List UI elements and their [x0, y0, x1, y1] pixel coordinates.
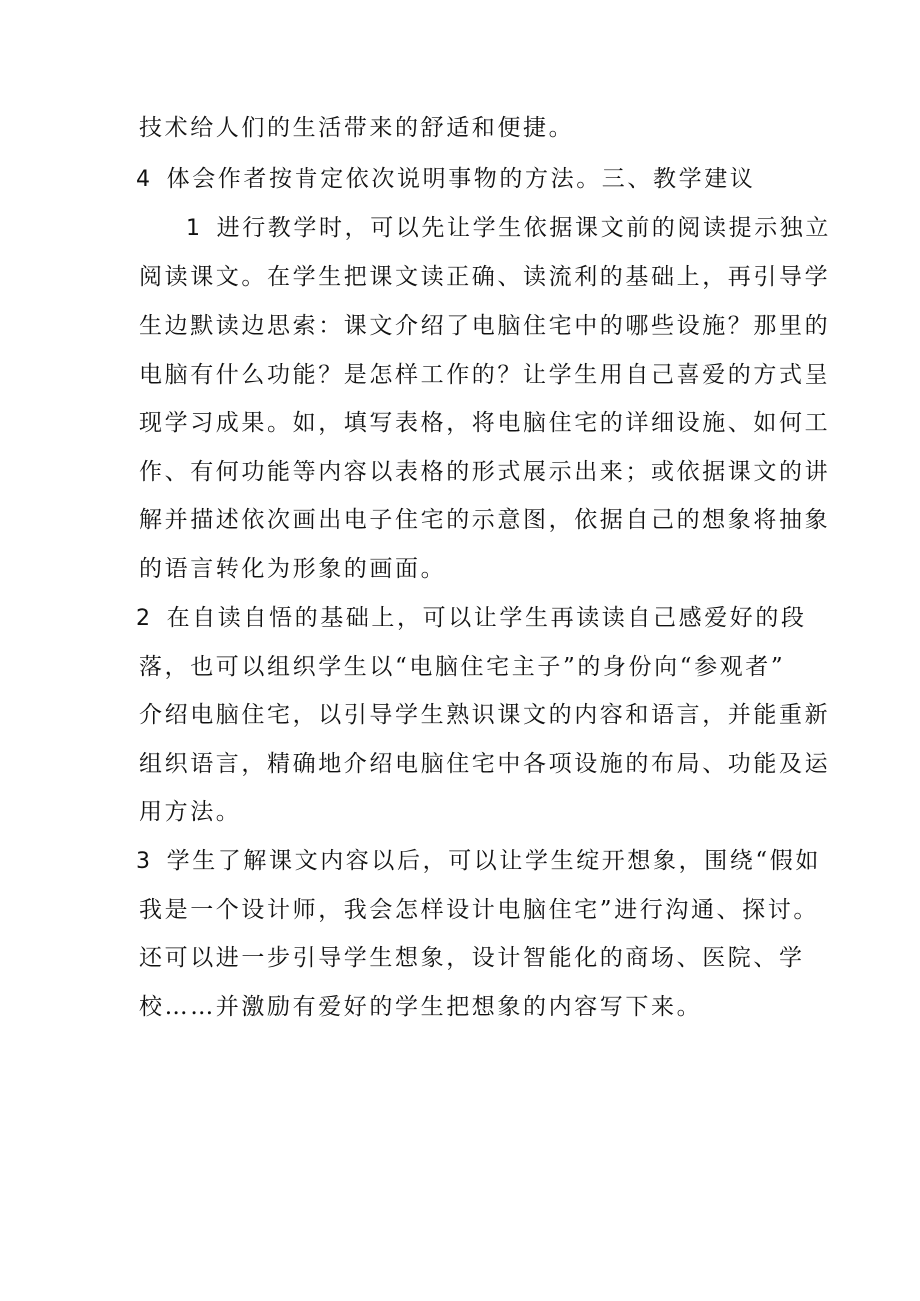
line-text: 校……并激励有爱好的学生把想象的内容写下来。 — [139, 994, 703, 1020]
line-text: 学生了解课文内容以后，可以让学生绽开想象，围绕“假如 — [166, 848, 821, 874]
text-line — [139, 457, 830, 487]
line-text: 体会作者按肯定依次说明事物的方法。三、教学建议 — [166, 166, 756, 192]
item-number: 3 — [136, 849, 153, 874]
text-line — [139, 505, 830, 535]
line-text: 电脑有什么功能？是怎样工作的？让学生用自己喜爱的方式呈 — [139, 362, 831, 388]
line-text: 作、有何功能等内容以表格的形式展示出来；或依据课文的讲 — [139, 459, 831, 485]
line-text: 进行教学时，可以先让学生依据课文前的阅读提示独立 — [216, 215, 832, 241]
text-line — [139, 113, 574, 143]
line-text: 介绍电脑住宅，以引导学生熟识课文的内容和语言，并能重新 — [139, 702, 831, 728]
text-line — [136, 164, 755, 195]
item-number: 2 — [136, 606, 153, 631]
line-text: 在自读自悟的基础上，可以让学生再读读自己感爱好的段 — [166, 605, 807, 631]
text-line — [139, 262, 830, 292]
line-text: 还可以进一步引导学生想象，设计智能化的商场、医院、学 — [139, 945, 805, 971]
text-line — [139, 895, 819, 925]
text-line — [139, 749, 830, 779]
item-number: 1 — [186, 216, 203, 241]
line-text: 现学习成果。如，填写表格，将电脑住宅的详细设施、如何工 — [139, 410, 831, 436]
text-line — [136, 213, 831, 244]
item-number: 4 — [136, 167, 153, 192]
text-line — [136, 603, 807, 634]
text-line — [139, 797, 241, 827]
line-text: 解并描述依次画出电子住宅的示意图，依据自己的想象将抽象 — [139, 507, 831, 533]
text-line — [139, 943, 805, 973]
line-text: 用方法。 — [139, 799, 242, 825]
line-text: 生边默读边思索：课文介绍了电脑住宅中的哪些设施？那里的 — [139, 313, 831, 339]
line-text: 我是一个设计师，我会怎样设计电脑住宅”进行沟通、探讨。 — [139, 897, 819, 923]
text-line — [136, 846, 821, 877]
line-text: 落，也可以组织学生以“电脑住宅主子”的身份向“参观者” — [139, 654, 786, 680]
line-text: 组织语言，精确地介绍电脑住宅中各项设施的布局、功能及运 — [139, 751, 831, 777]
line-text: 的语言转化为形象的画面。 — [139, 556, 447, 582]
text-line — [139, 311, 830, 341]
text-line — [139, 554, 446, 584]
text-line — [139, 360, 830, 390]
line-text: 阅读课文。在学生把课文读正确、读流利的基础上，再引导学 — [139, 264, 831, 290]
text-line — [139, 992, 702, 1022]
line-text: 技术给人们的生活带来的舒适和便捷。 — [139, 115, 575, 141]
text-line — [139, 700, 830, 730]
text-line — [139, 652, 785, 682]
text-line — [139, 408, 830, 438]
